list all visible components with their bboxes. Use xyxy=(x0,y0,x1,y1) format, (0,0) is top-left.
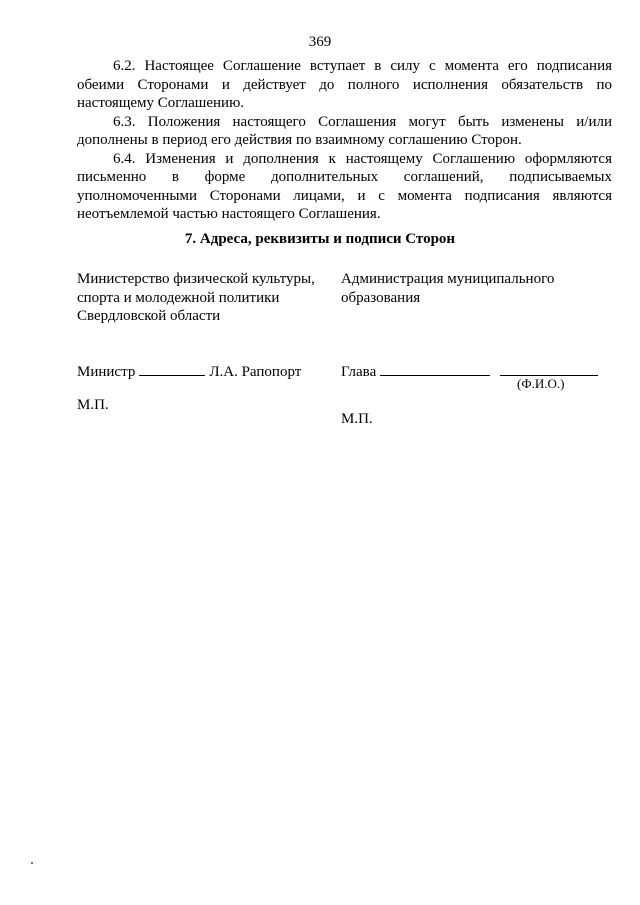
fio-label: (Ф.И.О.) xyxy=(517,376,565,391)
right-party-name xyxy=(341,270,596,307)
paragraph-6-3: 6.3. Положения настоящего Соглашения могут быть изменены и/или дополнены в период его действия по взаимному соглашению Сторон. xyxy=(77,113,612,148)
left-signature-line xyxy=(139,362,205,376)
right-signature-line xyxy=(380,362,490,376)
section-title: 7. Адреса, реквизиты и подписи Сторон xyxy=(184,231,456,247)
left-stamp-placeholder: М.П. xyxy=(77,397,109,413)
left-party-name xyxy=(77,270,332,326)
right-stamp-placeholder: М.П. xyxy=(341,411,373,427)
agreement-body xyxy=(77,57,612,224)
paragraph-6-4: 6.4. Изменения и дополнения к настоящему Соглашению оформляются письменно в форме дополнительных соглашений, подписываемых уполномоченными Сторонами лицами, и с момента подписания являются неотъемлемой частью настоящего Соглашения. xyxy=(77,150,612,222)
scan-speck xyxy=(31,862,33,864)
page-number: 369 xyxy=(308,34,332,50)
right-party-line: образования xyxy=(341,289,421,306)
right-fio-line xyxy=(500,362,598,376)
left-party-line: спорта и молодежной политики xyxy=(77,289,280,306)
left-signer-name: Л.А. Рапопорт xyxy=(209,364,302,380)
left-signature-row xyxy=(77,362,301,381)
right-signer-title: Глава xyxy=(341,364,377,380)
left-party-line: Министерство физической культуры, xyxy=(77,271,315,287)
paragraph-6-2: 6.2. Настоящее Соглашение вступает в силу с момента его подписания обеими Сторонами и действует до полного исполнения обязательств по настоящему Соглашению. xyxy=(77,58,612,111)
left-party-line: Свердловской области xyxy=(77,308,221,324)
right-party-line: Администрация муниципального xyxy=(341,271,555,287)
left-signer-title: Министр xyxy=(77,364,136,380)
